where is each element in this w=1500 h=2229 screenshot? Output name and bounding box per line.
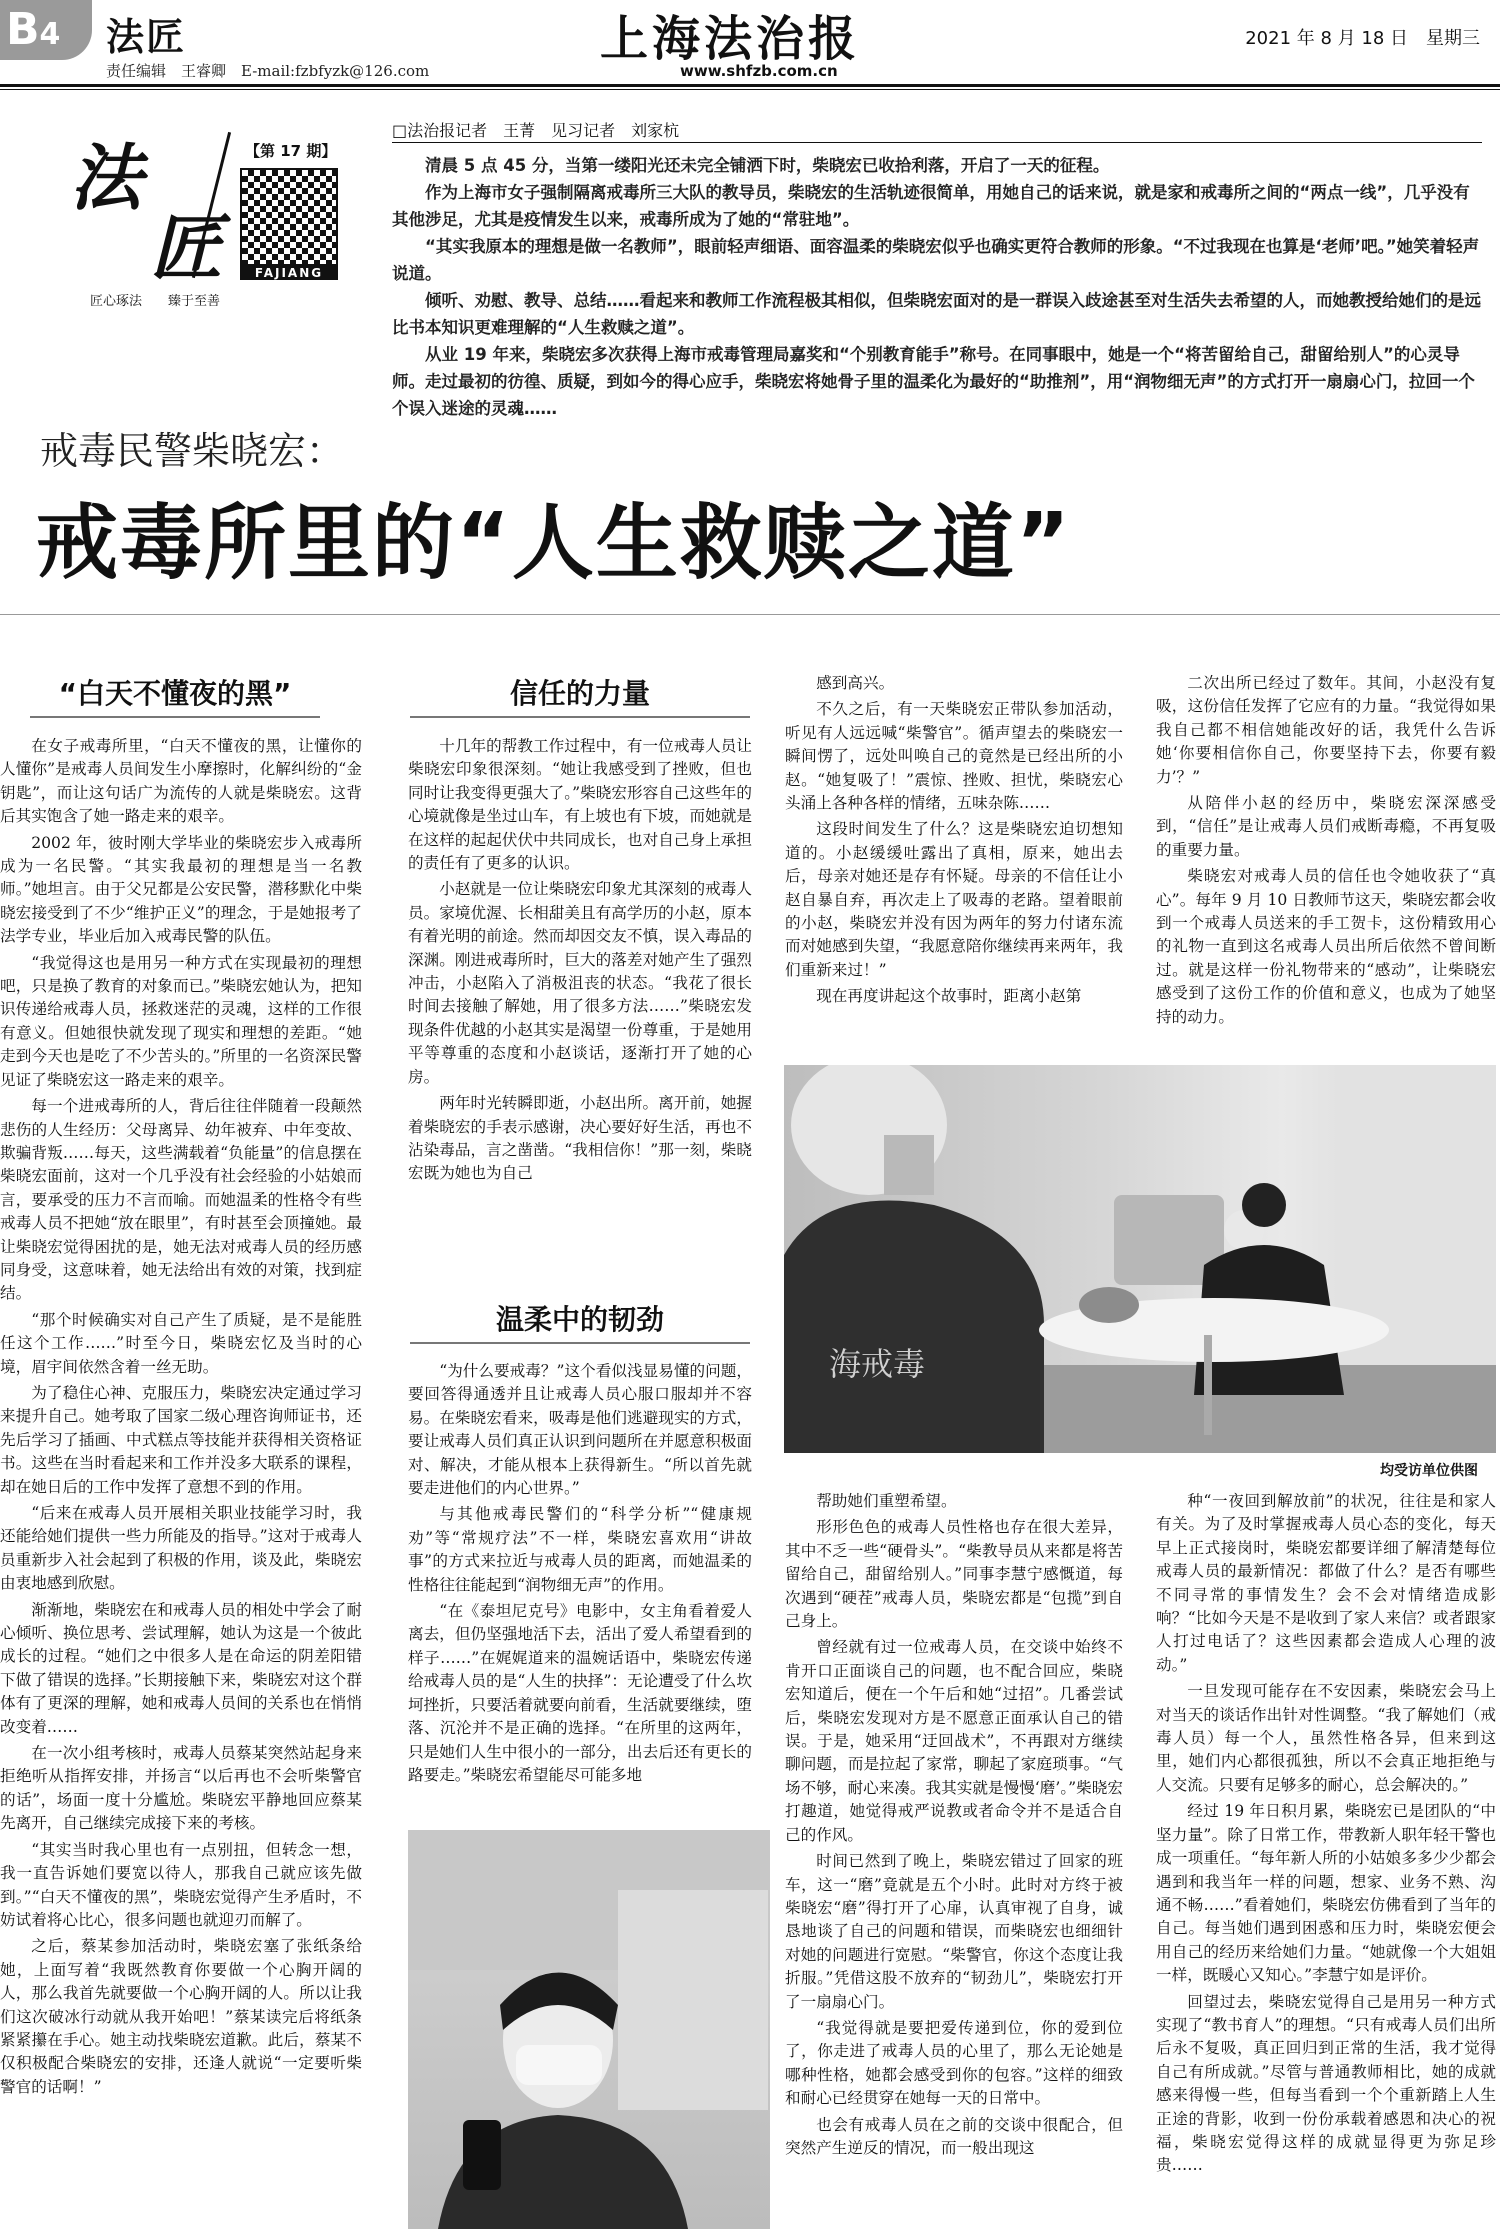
subhead-3-text: 温柔中的韧劲 [495, 1303, 664, 1336]
page-number-tab [0, 0, 92, 60]
paragraph: 二次出所已经过了数年。其间，小赵没有复吸，这份信任发挥了它应有的力量。“我觉得如果我自己都不相信她能改好的话，我凭什么告诉她‘你要相信你自己，你要坚持下去，你要有毅力’？” [1156, 674, 1496, 786]
paragraph: 种“一夜回到解放前”的状况，往往是和家人有关。为了及时掌握戒毒人员心态的变化，每天早上正式接岗时，柴晓宏都要详细了解清楚每位戒毒人员的最新情况：都做了什么？是否有哪些不同寻常的事情发生？会不会对情绪造成影响？“比如今天是不是收到了家人来信？或者跟家人打过电话了？这些因素都会造成人心理的波动。” [1156, 1492, 1496, 1674]
column-2-top [408, 735, 752, 1260]
paragraph: 十几年的帮教工作过程中，有一位戒毒人员让柴晓宏印象很深刻。“她让我感受到了挫败，但也同时让我变得更强大了。”柴晓宏形容自己这些年的心境就像是坐过山车，有上坡也有下坡，而她就是在这样的起起伏伏中共同成长，也对自己身上承担的责任有了更多的认识。 [408, 737, 752, 873]
photo-sleeve-text: 海戒毒 [829, 1345, 926, 1383]
paragraph: “为什么要戒毒？”这个看似浅显易懂的问题，要回答得通透并且让戒毒人员心服口服却并不容易。在柴晓宏看来，吸毒是他们逃避现实的方式，要让戒毒人员们真正认识到问题所在并愿意积极面对、解决，才能从根本上获得新生。“所以首先就要走进他们的内心世界。” [408, 1362, 752, 1498]
paragraph: 为了稳住心神、克服压力，柴晓宏决定通过学习来提升自己。她考取了国家二级心理咨询师证书，还先后学习了插画、中式糕点等技能并获得相关资格证书。这些在当时看起来和工作并没多大联系的课程，却在她日后的工作中发挥了意想不到的作用。 [0, 1383, 362, 1496]
paragraph: “我觉得这也是用另一种方式在实现最初的理想吧，只是换了教育的对象而已。”柴晓宏她认为，把知识传递给戒毒人员，拯救迷茫的灵魂，这样的工作很有意义。但她很快就发现了现实和理想的差距。“她走到今天也是吃了不少苦头的。”所里的一名资深民警见证了柴晓宏这一路走来的艰辛。 [0, 953, 362, 1089]
column-2-bottom [408, 1360, 752, 1810]
photo-portrait [408, 1830, 770, 2229]
headline: 戒毒所里的“人生救赎之道” [36, 496, 1072, 591]
column-3-top [785, 672, 1123, 1047]
lead-paragraphs [392, 152, 1482, 422]
paragraph: 时间已然到了晚上，柴晓宏错过了回家的班车，这一“磨”竟就是五个小时。此时对方终于被柴晓宏“磨”得打开了心扉，认真审视了自身，诚恳地谈了自己的问题和错误，而柴晓宏也细细针对她的问题进行宽慰。“柴警官，你这个态度让我折服。”凭借这股不放弃的“韧劲儿”，柴晓宏打开了一扇扇心门。 [785, 1852, 1123, 2011]
paragraph: 一旦发现可能存在不安因素，柴晓宏会马上对当天的谈话作出针对性调整。“我了解她们（戒毒人员）每一个人，虽然性格各异，但来到这里，她们内心都很孤独，所以不会真正地拒绝与人交流。只要有足够多的耐心，总会解决的。” [1156, 1682, 1496, 1794]
subhead-3 [410, 1298, 750, 1338]
page-letter: B [6, 4, 40, 55]
paragraph: 与其他戒毒民警们的“科学分析”“健康规劝”等“常规疗法”不一样，柴晓宏喜欢用“讲故事”的方式来拉近与戒毒人员的距离，而她温柔的性格往往能起到“润物细无声”的作用。 [408, 1505, 752, 1594]
lead-paragraph: 清晨 5 点 45 分，当第一缕阳光还未完全铺洒下时，柴晓宏已收拾利落，开启了一天的征程。 [425, 156, 1110, 175]
paragraph: 从陪伴小赵的经历中，柴晓宏深深感受到，“信任”是让戒毒人员们戒断毒瘾，不再复吸的重要力量。 [1156, 794, 1496, 859]
paragraph: 现在再度讲起这个故事时，距离小赵第 [816, 987, 1082, 1006]
paragraph: 感到高兴。 [816, 674, 895, 692]
headline-rule [0, 614, 1500, 615]
issue-number: 【第 17 期】 [245, 142, 337, 160]
subhead-3-bar [410, 1342, 750, 1344]
byline: □法治报记者 王菁 见习记者 刘家杭 [392, 121, 680, 140]
paragraph: 经过 19 年日积月累，柴晓宏已是团队的“中坚力量”。除了日常工作，带教新人职年轻干警也成一项重任。“每年新人所的小姑娘多多少少都会遇到和我当年一样的问题，想家、业务不熟、沟通不畅……”看着她们，柴晓宏仿佛看到了当年的自己。每当她们遇到困惑和压力时，柴晓宏便会用自己的经历来给她们力量。“她就像一个大姐姐一样，既暖心又知心。”李慧宁如是评价。 [1156, 1802, 1496, 1985]
photo-interview-image [784, 1065, 1496, 1453]
subhead-1-text: “白天不懂夜的黑” [58, 677, 292, 710]
column-3-bottom [785, 1490, 1123, 2225]
column-4-top [1156, 672, 1496, 1047]
kicker: 戒毒民警柴晓宏： [40, 429, 345, 473]
subhead-2-bar [410, 716, 750, 718]
subhead-2 [410, 672, 750, 712]
paragraph: “那个时候确实对自己产生了质疑，是不是能胜任这个工作……”时至今日，柴晓宏忆及当时的心境，眉宇间依然含着一丝无助。 [0, 1310, 362, 1376]
page-number: 4 [39, 17, 61, 52]
paragraph: 回望过去，柴晓宏觉得自己是用另一种方式实现了“教书育人”的理想。“只有戒毒人员们出所后永不复吸，真正回归到正常的生活，我才觉得自己有所成就。”尽管与普通教师相比，她的成就感来得慢一些，但每当看到一个个重新踏上人生正途的背影，收到一份份承载着感恩和决心的祝福，柴晓宏觉得这样的成就显得更为弥足珍贵…… [1156, 1992, 1496, 2175]
paragraph: 渐渐地，柴晓宏在和戒毒人员的相处中学会了耐心倾听、换位思考、尝试理解，她认为这是一个彼此成长的过程。“她们之中很多人是在命运的阴差阳错下做了错误的选择。”长期接触下来，柴晓宏对这个群体有了更深的理解，她和戒毒人员间的关系也在悄悄改变着…… [0, 1600, 362, 1736]
paragraph: “其实当时我心里也有一点别扭，但转念一想，我一直告诉她们要宽以待人，那我自己就应该先做到。”“白天不懂夜的黑”，柴晓宏觉得产生矛盾时，不妨试着将心比心，很多问题也就迎刃而解了。 [0, 1840, 362, 1929]
lead-paragraph: “其实我原本的理想是做一名教师”，眼前轻声细语、面容温柔的柴晓宏似乎也确实更符合教师的形象。“不过我现在也算是‘老师’吧。”她笑着轻声说道。 [392, 237, 1480, 283]
paragraph: 小赵就是一位让柴晓宏印象尤其深刻的戒毒人员。家境优渥、长相甜美且有高学历的小赵，原本有着光明的前途。然而却因交友不慎，误入毒品的深渊。刚进戒毒所时，巨大的落差对她产生了强烈冲击，小赵陷入了消极沮丧的状态。“我花了很长时间去接触了解她，用了很多方法……”柴晓宏发现条件优越的小赵其实是渴望一份尊重，于是她用平等尊重的态度和小赵谈话，逐渐打开了她的心房。 [408, 880, 752, 1086]
paragraph: 曾经就有过一位戒毒人员，在交谈中始终不肯开口正面谈自己的问题，也不配合回应，柴晓宏知道后，便在一个午后和她“过招”。几番尝试后，柴晓宏发现对方是不愿意正面承认自己的错误。于是，她采用“迂回战术”，不再跟对方继续聊问题，而是拉起了家常，聊起了家庭琐事。“气场不够，耐心来凑。我其实就是慢慢‘磨’。”柴晓宏打趣道，她觉得戒严说教或者命令并不是适合自己的作风。 [785, 1638, 1123, 1844]
paragraph: 形形色色的戒毒人员性格也存在很大差异，其中不乏一些“硬骨头”。“柴教导员从来都是将苦留给自己，甜留给别人。”同事李慧宁感慨道，每次遇到“硬茬”戒毒人员，柴晓宏都是“包揽”到自己身上。 [785, 1518, 1123, 1631]
column-4-bottom [1156, 1490, 1496, 2225]
masthead-rule [0, 84, 1500, 87]
lead-paragraph: 作为上海市女子强制隔离戒毒所三大队的教导员，柴晓宏的生活轨迹很简单，用她自己的话来说，就是家和戒毒所之间的“两点一线”，几乎没有其他涉足，尤其是疫情发生以来，戒毒所成为了她的“常驻地”。 [392, 183, 1470, 229]
editor-line: 责任编辑 王睿卿 E-mail:fzbfyzk@126.com [106, 62, 430, 80]
issue-date: 2021 年 8 月 18 日 星期三 [1245, 28, 1480, 49]
paragraph: “在《泰坦尼克号》电影中，女主角看着爱人离去，但仍坚强地活下去，活出了爱人希望看到的样子……”在娓娓道来的温婉话语中，柴晓宏传递给戒毒人员的是“人生的抉择”：无论遭受了什么坎坷挫折，只要活着就要向前看，生活就要继续，堕落、沉沦并不是正确的选择。“在所里的这两年，只是她们人生中很小的一部分，出去后还有更长的路要走。”柴晓宏希望能尽可能多地 [408, 1602, 752, 1784]
paragraph: 两年时光转瞬即逝，小赵出所。离开前，她握着柴晓宏的手表示感谢，决心要好好生活，再也不沾染毒品，言之凿凿。“我相信你！”那一刻，柴晓宏既为她也为自己 [408, 1094, 752, 1183]
paragraph: 在女子戒毒所里，“白天不懂夜的黑，让懂你的人懂你”是戒毒人员间发生小摩擦时，化解纠纷的“金钥匙”，而让这句话广为流传的人就是柴晓宏。这背后其实饱含了她一路走来的艰辛。 [0, 737, 362, 826]
photo-portrait-image [408, 1830, 770, 2229]
subhead-1 [30, 672, 320, 712]
column-logo [40, 120, 360, 310]
column-logo-char2: 匠 [150, 205, 223, 290]
paragraph: “后来在戒毒人员开展相关职业技能学习时，我还能给她们提供一些力所能及的指导。”这对于戒毒人员重新步入社会起到了积极的作用，谈及此，柴晓宏由衷地感到欣慰。 [0, 1504, 362, 1593]
paragraph: “我觉得就是要把爱传递到位，你的爱到位了，你走进了戒毒人员的心里了，那么无论她是哪种性格，她都会感受到你的包容。”这样的细致和耐心已经贯穿在她每一天的日常中。 [785, 2018, 1123, 2108]
byline-rule [392, 142, 1482, 143]
website-url: www.shfzb.com.cn [680, 62, 838, 80]
subhead-1-bar [30, 716, 320, 718]
subhead-2-text: 信任的力量 [509, 677, 650, 710]
paragraph: 2002 年，彼时刚大学毕业的柴晓宏步入戒毒所成为一名民警。“其实我最初的理想是当一名教师。”她坦言。由于父兄都是公安民警，潜移默化中柴晓宏接受到了不少“维护正义”的理念，于是她报考了法学专业，毕业后加入戒毒民警的队伍。 [0, 833, 362, 946]
lead-paragraph: 倾听、劝慰、教导、总结……看起来和教师工作流程极其相似，但柴晓宏面对的是一群误入歧途甚至对生活失去希望的人，而她教授给她们的是远比书本知识更难理解的“人生救赎之道”。 [392, 291, 1481, 337]
newspaper-logo: 上海法治报 [600, 11, 861, 67]
section-title: 法匠 [106, 15, 187, 59]
paragraph: 也会有戒毒人员在之前的交谈中很配合，但突然产生逆反的情况，而一般出现这 [785, 2115, 1123, 2157]
column-motto: 匠心琢法 臻于至善 [90, 294, 221, 309]
paragraph: 柴晓宏对戒毒人员的信任也令她收获了“真心”。每年 9 月 10 日教师节这天，柴晓宏都会收到一个戒毒人员送来的手工贺卡，这份精致用心的礼物一直到这名戒毒人员出所后依然不曾间断过。就是这样一份礼物带来的“感动”，让柴晓宏感受到了这份工作的价值和意义，也成为了她坚持的动力。 [1156, 867, 1496, 1026]
paragraph: 这段时间发生了什么？这是柴晓宏迫切想知道的。小赵缓缓吐露出了真相，原来，她出去后，母亲对她还是存有怀疑。母亲的不信任让小赵自暴自弃，再次走上了吸毒的老路。望着眼前的小赵，柴晓宏并没有因为两年的努力付诸东流而对她感到失望，“我愿意陪你继续再来两年，我们重新来过！” [785, 820, 1123, 979]
qr-code-icon[interactable] [240, 168, 338, 266]
paragraph: 每一个进戒毒所的人，背后往往伴随着一段颠然悲伤的人生经历：父母离异、幼年被弃、中年变故、欺骗背叛……每天，这些满载着“负能量”的信息摆在柴晓宏面前，这对一个几乎没有社会经验的小姑娘而言，要承受的压力不言而喻。而她温柔的性格令有些戒毒人员不把她“放在眼里”，有时甚至会顶撞她。最让柴晓宏觉得困扰的是，她无法对戒毒人员的经历感同身受，这意味着，她无法给出有效的对策，找到症结。 [0, 1097, 362, 1303]
paragraph: 帮助她们重塑希望。 [816, 1492, 957, 1510]
lead-paragraph: 从业 19 年来，柴晓宏多次获得上海市戒毒管理局嘉奖和“个别教育能手”称号。在同事眼中，她是一个“将苦留给自己，甜留给别人”的心灵导师。走过最初的彷徨、质疑，到如今的得心应手，柴晓宏将她骨子里的温柔化为最好的“助推剂”，用“润物细无声”的方式打开一扇扇心门，拉回一个个误入迷途的灵魂…… [392, 345, 1475, 418]
photo-caption: 均受访单位供图 [1380, 1463, 1478, 1479]
qr-label: FAJIANG [240, 266, 338, 280]
masthead-rule-thin [0, 89, 1500, 90]
paragraph: 在一次小组考核时，戒毒人员蔡某突然站起身来拒绝听从指挥安排，并扬言“以后再也不会听柴警官的话”，场面一度十分尴尬。柴晓宏平静地回应蔡某先离开，自己继续完成接下来的考核。 [0, 1744, 362, 1833]
paragraph: 之后，蔡某参加活动时，柴晓宏塞了张纸条给她，上面写着“我既然教育你要做一个心胸开阔的人，那么我首先就要做一个心胸开阔的人。所以让我们这次破冰行动就从我开始吧！”蔡某读完后将纸条紧紧攥在手心。她主动找柴晓宏道歉。此后，蔡某不仅积极配合柴晓宏的安排，还逢人就说“一定要听柴警官的话啊！” [0, 1937, 362, 2096]
photo-interview [784, 1065, 1496, 1453]
column-logo-char1: 法 [70, 135, 143, 220]
paragraph: 不久之后，有一天柴晓宏正带队参加活动，听见有人远远喊“柴警官”。循声望去的柴晓宏一瞬间愣了，远处叫唤自己的竟然是已经出所的小赵。“她复吸了！”震惊、挫败、担忧，柴晓宏心头涌上各种各样的情绪，五味杂陈…… [785, 700, 1123, 813]
column-1 [0, 735, 362, 2225]
